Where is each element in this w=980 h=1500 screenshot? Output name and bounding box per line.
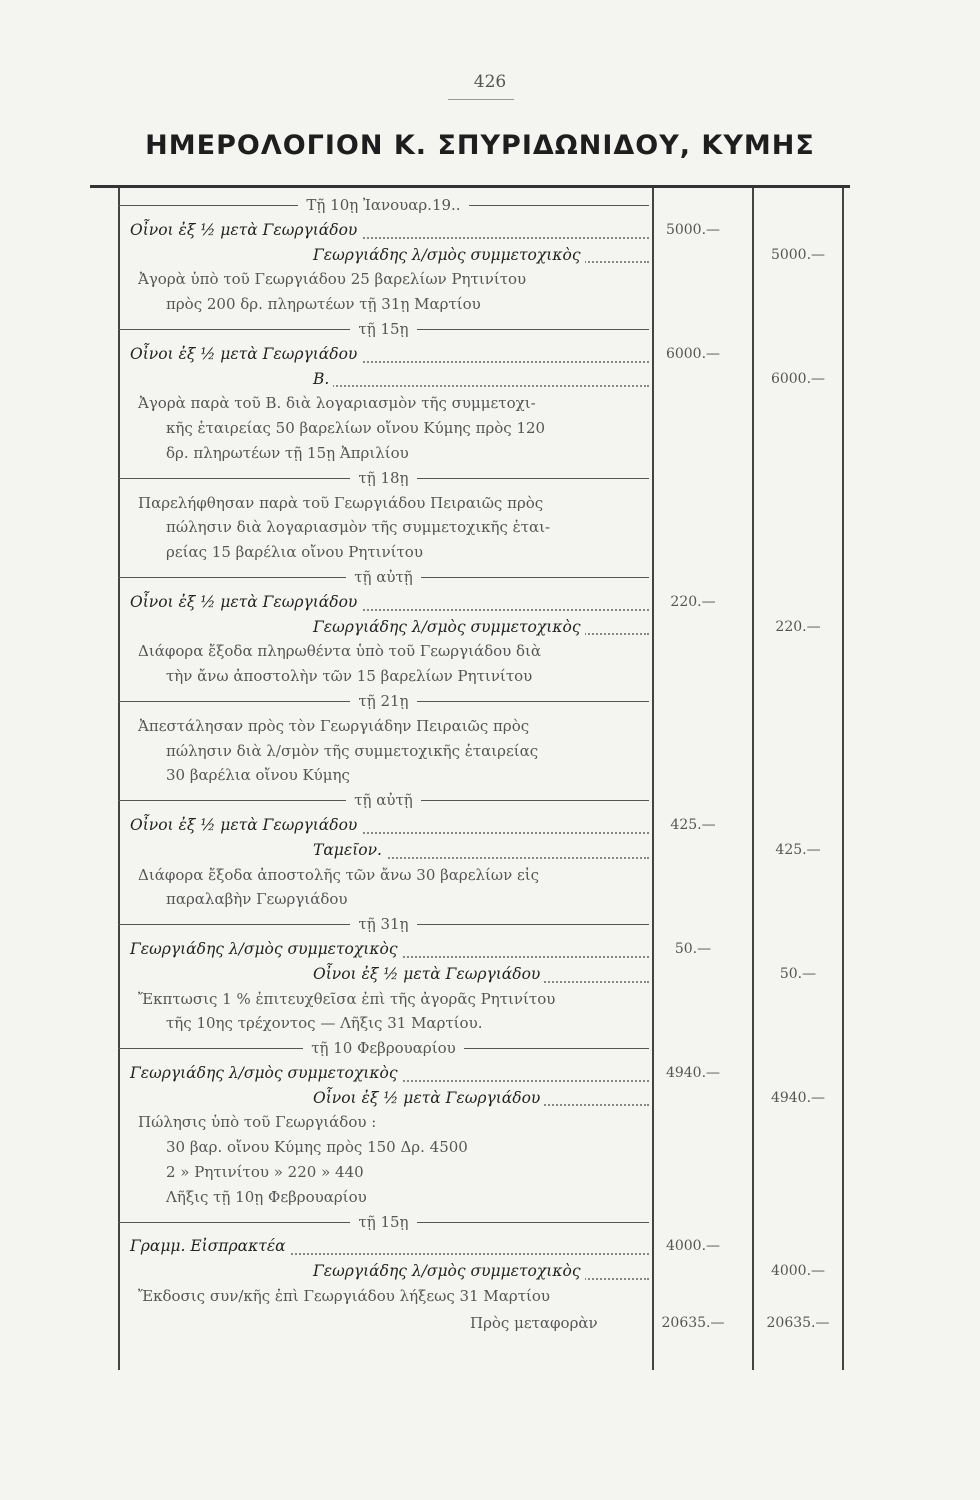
debit-amount: 5000.— — [665, 221, 721, 238]
journal-entries — [118, 193, 844, 1336]
entry-description — [118, 987, 844, 1012]
credit-amount: 5000.— — [770, 246, 826, 263]
credit-amount: 50.— — [779, 965, 817, 982]
credit-account: Γεωργιάδης λ/σμὸς συμμετοχικὸς — [313, 243, 585, 268]
debit-amount: 4940.— — [665, 1064, 721, 1081]
debit-account: Γεωργιάδης λ/σμὸς συμμετοχικὸς — [130, 937, 402, 962]
description-text: Πώλησις ὑπὸ τοῦ Γεωργιάδου : — [138, 1113, 377, 1132]
credit-line — [118, 615, 844, 640]
entry-description — [118, 1110, 844, 1135]
entry-description — [118, 1185, 844, 1210]
debit-amount: 425.— — [670, 816, 716, 833]
entry-date: τῇ αὐτῇ — [346, 568, 421, 586]
entry-description — [118, 1135, 844, 1160]
entry-date: Τῇ 10ῃ Ἰανουαρ.19.. — [298, 196, 468, 214]
debit-account: Γραμμ. Εἰσπρακτέα — [130, 1234, 290, 1259]
description-text: τῆς 10ης τρέχοντος — Λῆξις 31 Μαρτίου. — [166, 1014, 483, 1033]
entry-description — [118, 1011, 844, 1036]
date-row — [118, 689, 844, 714]
description-text: Ἀπεστάλησαν πρὸς τὸν Γεωργιάδην Πειραιῶς πρὸς — [138, 716, 530, 735]
debit-account: Οἶνοι ἐξ ½ μετὰ Γεωργιάδου — [130, 218, 361, 243]
entry-description — [118, 639, 844, 664]
description-text: 30 βαρ. οἴνου Κύμης πρὸς 150 Δρ. 4500 — [166, 1138, 468, 1157]
entry-date: τῇ 31ῃ — [350, 915, 416, 933]
entry-date: τῇ 18ῃ — [350, 469, 416, 487]
credit-account: Γεωργιάδης λ/σμὸς συμμετοχικὸς — [313, 1259, 585, 1284]
carry-forward-label: Πρὸς μεταφορὰν — [470, 1313, 598, 1332]
debit-account: Γεωργιάδης λ/σμὸς συμμετοχικὸς — [130, 1061, 402, 1086]
entry-date: τῇ 21ῃ — [350, 692, 416, 710]
description-text: τὴν ἄνω ἀποστολὴν τῶν 15 βαρελίων Ρητινίτου — [166, 667, 533, 686]
description-text: Ἔκπτωσις 1 % ἐπιτευχθεῖσα ἐπὶ τῆς ἀγορᾶς Ρητινίτου — [138, 989, 556, 1008]
entry-description — [118, 887, 844, 912]
debit-amount: 220.— — [670, 593, 716, 610]
description-text: Διάφορα ἔξοδα ἀποστολῆς τῶν ἄνω 30 βαρελίων εἰς — [138, 865, 540, 884]
debit-amount: 4000.— — [665, 1238, 721, 1255]
entry-description — [118, 1284, 844, 1309]
entry-date: τῇ 10 Φεβρουαρίου — [303, 1039, 464, 1057]
description-text: Λῆξις τῇ 10ῃ Φεβρουαρίου — [166, 1187, 367, 1206]
credit-amount: 425.— — [775, 841, 821, 858]
description-text: 30 βαρέλια οἴνου Κύμης — [166, 766, 350, 785]
page-title: ΗΜΕΡΟΛΟΓΙΟΝ Κ. ΣΠΥΡΙΔΩΝΙΔΟΥ, ΚΥΜΗΣ — [145, 130, 815, 161]
description-text: Ἔκδοσις συν/κῆς ἐπὶ Γεωργιάδου λήξεως 31 Μαρτίου — [138, 1287, 551, 1306]
entry-description — [118, 491, 844, 516]
debit-amount: 50.— — [674, 940, 712, 957]
credit-line — [118, 1259, 844, 1284]
description-text: Ἀγορὰ παρὰ τοῦ Β. διὰ λογαριασμὸν τῆς συμμετοχι- — [138, 394, 536, 413]
entry-description — [118, 416, 844, 441]
debit-account: Οἶνοι ἐξ ½ μετὰ Γεωργιάδου — [130, 342, 361, 367]
credit-account: Οἶνοι ἐξ ½ μετὰ Γεωργιάδου — [313, 1086, 544, 1111]
date-row — [118, 466, 844, 491]
debit-account: Οἶνοι ἐξ ½ μετὰ Γεωργιάδου — [130, 813, 361, 838]
entry-description — [118, 714, 844, 739]
debit-amount: 6000.— — [665, 345, 721, 362]
description-text: πρὸς 200 δρ. πληρωτέων τῇ 31ῃ Μαρτίου — [166, 295, 481, 314]
credit-account: Οἶνοι ἐξ ½ μετὰ Γεωργιάδου — [313, 962, 544, 987]
credit-line — [118, 243, 844, 268]
carry-forward-credit: 20635.— — [766, 1314, 830, 1331]
description-text: Διάφορα ἔξοδα πληρωθέντα ὑπὸ τοῦ Γεωργιάδου διὰ — [138, 642, 542, 661]
page-number: 426 — [473, 72, 507, 92]
entry-description — [118, 292, 844, 317]
credit-amount: 4000.— — [770, 1263, 826, 1280]
description-text: Παρελήφθησαν παρὰ τοῦ Γεωργιάδου Πειραιῶς πρὸς — [138, 493, 544, 512]
credit-amount: 220.— — [775, 618, 821, 635]
entry-description — [118, 267, 844, 292]
description-text: ρείας 15 βαρέλια οἴνου Ρητινίτου — [166, 543, 423, 562]
entry-date: τῇ αὐτῇ — [346, 791, 421, 809]
credit-account: Β. — [313, 367, 333, 392]
entry-description — [118, 441, 844, 466]
top-rule — [90, 185, 850, 188]
credit-line — [118, 1086, 844, 1111]
entry-date: τῇ 15ῃ — [350, 320, 416, 338]
leader-dots — [313, 361, 649, 388]
credit-amount: 6000.— — [770, 370, 826, 387]
entry-description — [118, 515, 844, 540]
description-text: κῆς ἑταιρείας 50 βαρελίων οἴνου Κύμης πρὸς 120 — [166, 419, 546, 438]
entry-date: τῇ 15ῃ — [350, 1213, 416, 1231]
description-text: δρ. πληρωτέων τῇ 15ῃ Ἀπριλίου — [166, 443, 409, 462]
entry-description — [118, 540, 844, 565]
page-number-rule — [448, 99, 514, 100]
description-text: παραλαβὴν Γεωργιάδου — [166, 890, 348, 909]
entry-description — [118, 391, 844, 416]
credit-line — [118, 838, 844, 863]
entry-description — [118, 763, 844, 788]
description-text: πώλησιν διὰ λογαριασμὸν τῆς συμμετοχικῆς ἑται- — [166, 518, 551, 537]
description-text: Ἀγορὰ ὑπὸ τοῦ Γεωργιάδου 25 βαρελίων Ρητινίτου — [138, 270, 527, 289]
entry-description — [118, 1160, 844, 1185]
credit-account: Γεωργιάδης λ/σμὸς συμμετοχικὸς — [313, 615, 585, 640]
carry-forward-row — [118, 1311, 844, 1336]
carry-forward-debit: 20635.— — [661, 1314, 725, 1331]
entry-description — [118, 664, 844, 689]
credit-line — [118, 962, 844, 987]
credit-line — [118, 367, 844, 392]
credit-amount: 4940.— — [770, 1089, 826, 1106]
description-text: πώλησιν διὰ λ/σμὸν τῆς συμμετοχικῆς ἑταιρείας — [166, 741, 539, 760]
credit-account: Ταμεῖον. — [313, 838, 386, 863]
entry-description — [118, 863, 844, 888]
debit-account: Οἶνοι ἐξ ½ μετὰ Γεωργιάδου — [130, 590, 361, 615]
description-text: 2 » Ρητινίτου » 220 » 440 — [166, 1163, 364, 1182]
entry-description — [118, 739, 844, 764]
